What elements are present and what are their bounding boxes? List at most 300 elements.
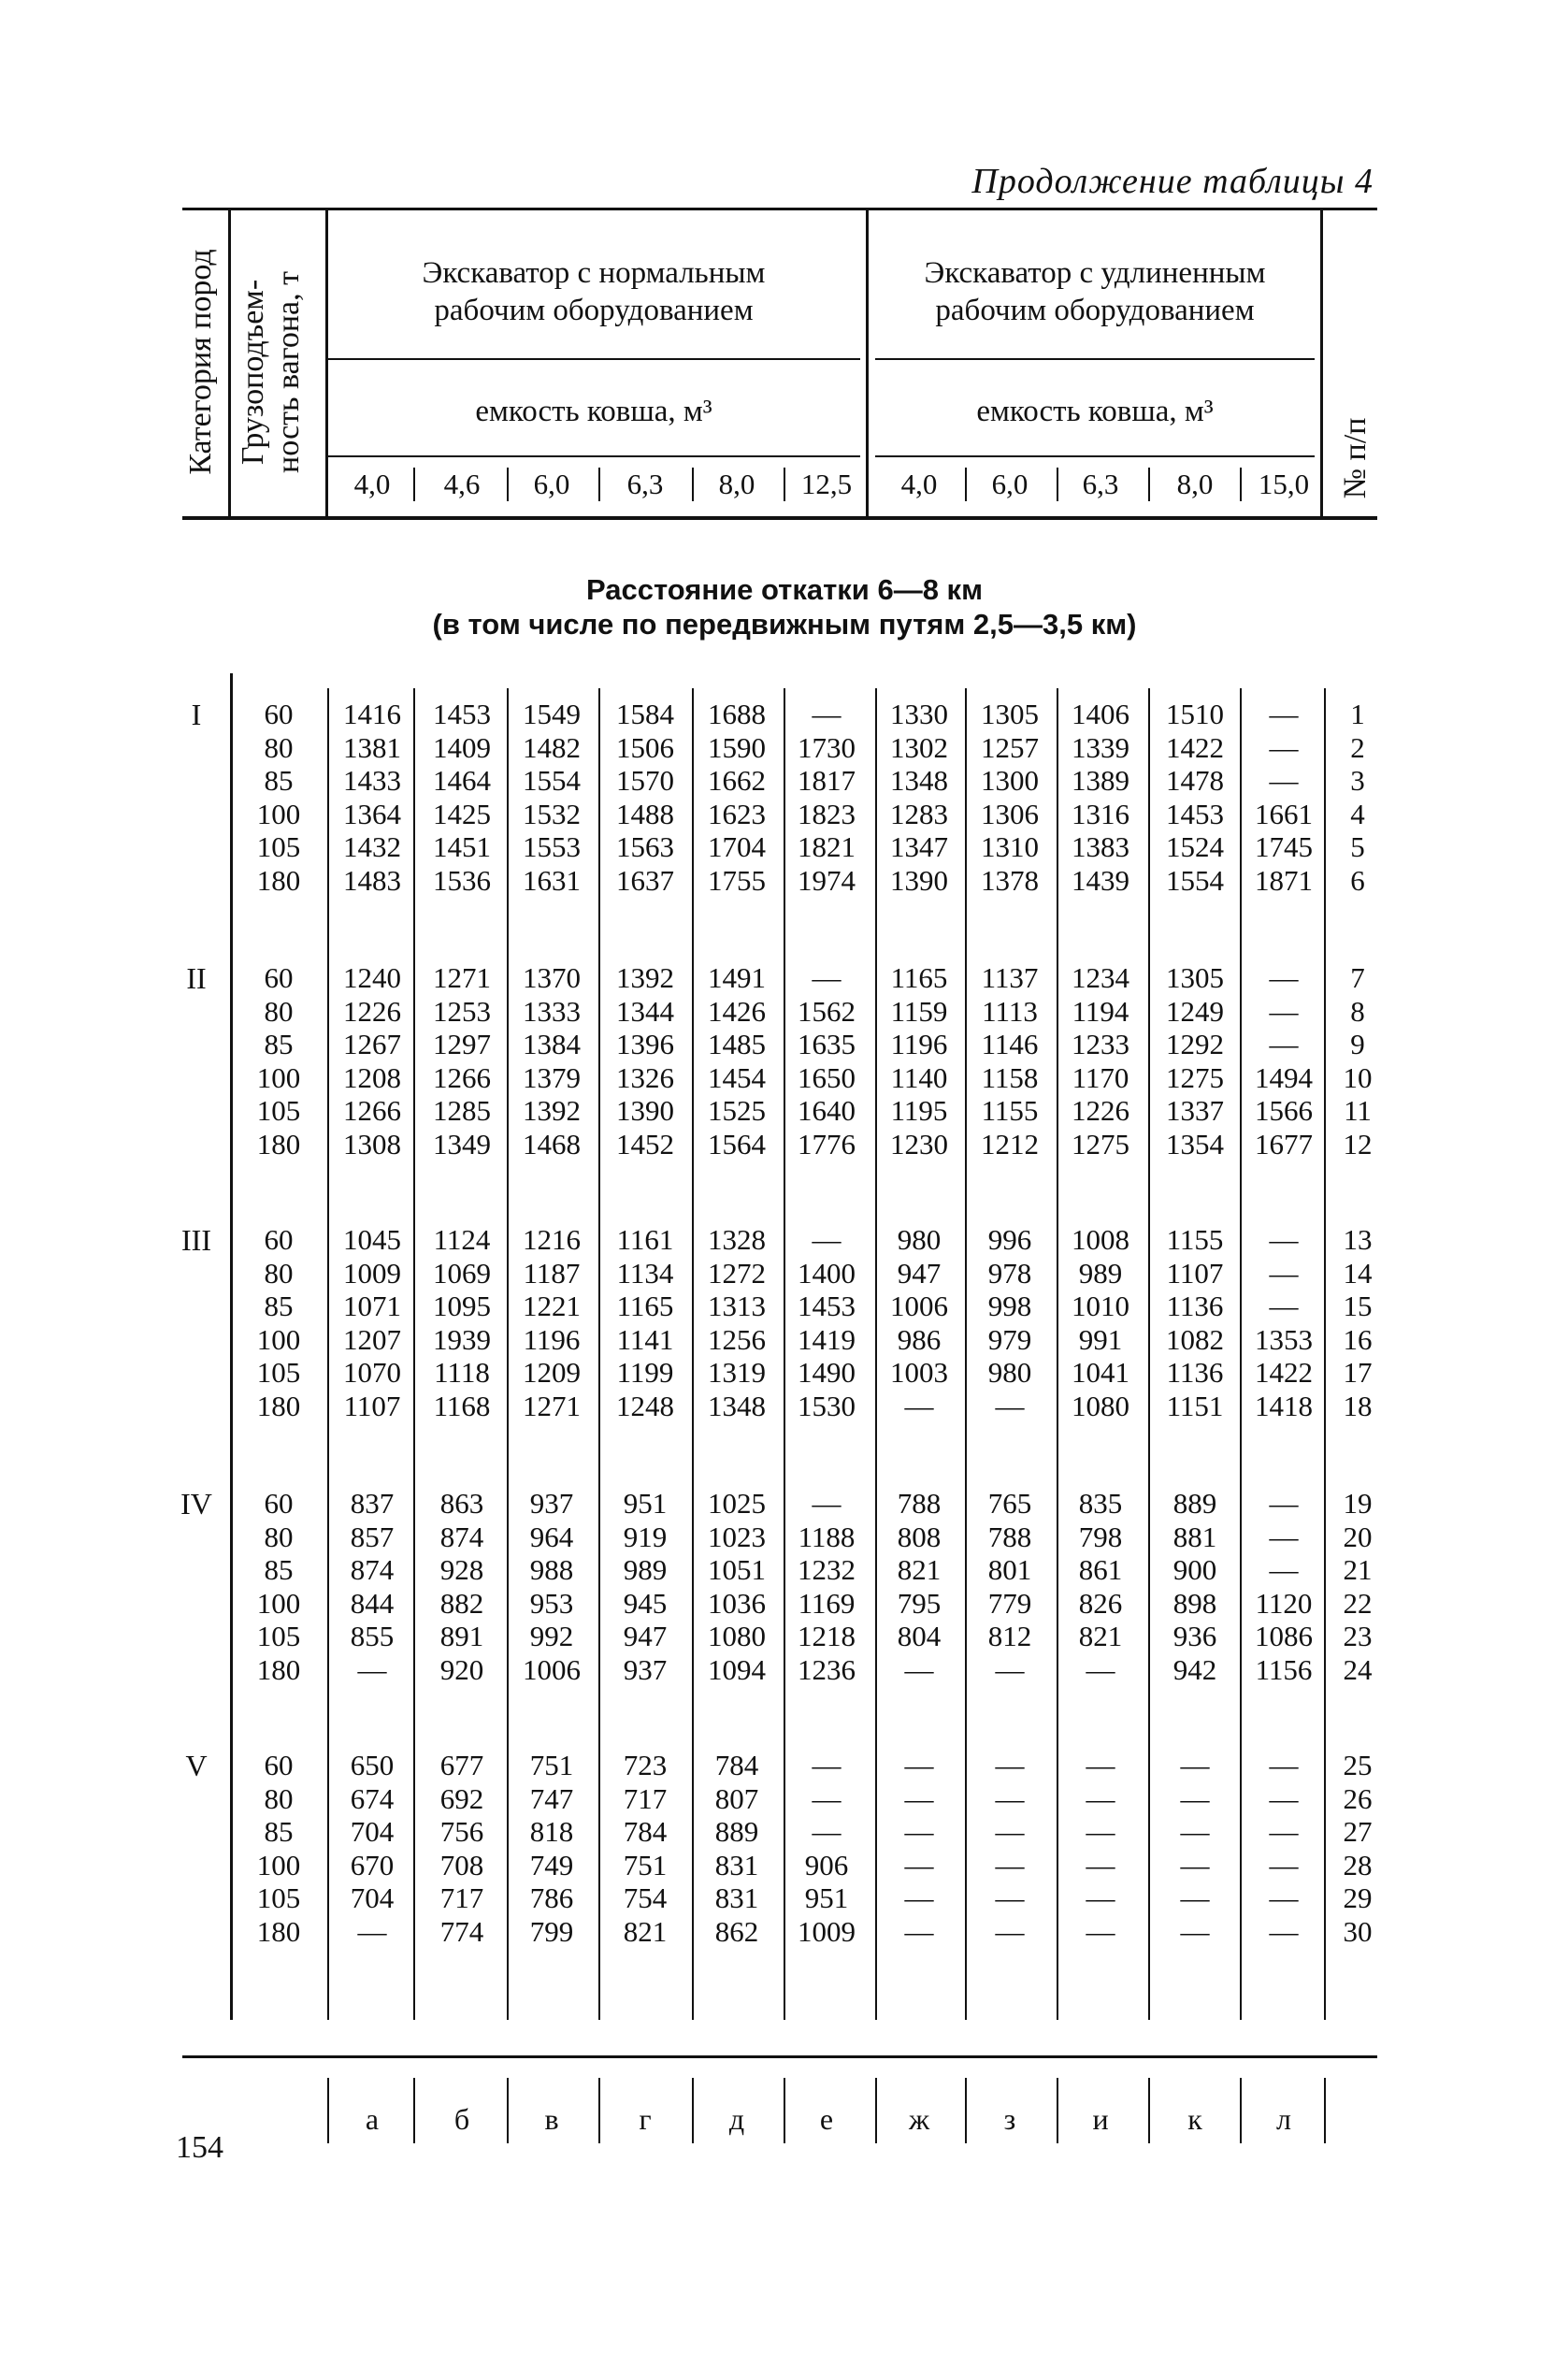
value-cell: 1483 <box>343 863 401 897</box>
value-cell: 1453 <box>433 698 491 730</box>
value-cell: 947 <box>897 1256 942 1290</box>
bucket-size-normal-0: 4,0 <box>353 468 391 500</box>
value-cell: 1640 <box>798 1094 856 1127</box>
value-cell: — <box>995 1652 1025 1686</box>
value-cell: 692 <box>439 1781 484 1815</box>
value-cell: 1554 <box>523 764 581 797</box>
value-cell: 1302 <box>890 730 948 764</box>
header-top-rule <box>182 208 1377 210</box>
value-cell: 670 <box>350 1848 395 1881</box>
row-number-cell: 24 <box>1343 1652 1373 1686</box>
bucket-separator <box>965 468 967 501</box>
value-cell: 1426 <box>708 994 766 1028</box>
value-cell: 978 <box>987 1256 1032 1290</box>
value-cell: 1003 <box>890 1356 948 1389</box>
value-cell: — <box>995 1781 1025 1815</box>
value-cell: 1196 <box>523 1322 581 1356</box>
row-number-cell: 5 <box>1350 830 1365 863</box>
value-cell: 801 <box>987 1553 1032 1586</box>
value-cell: — <box>1269 730 1299 764</box>
column-letter: б <box>453 2102 470 2136</box>
value-cell: — <box>812 1487 842 1520</box>
value-cell: 953 <box>529 1586 574 1620</box>
row-number-cell: 26 <box>1343 1781 1373 1815</box>
value-cell: 1330 <box>890 698 948 730</box>
row-number-cell: 15 <box>1343 1290 1373 1322</box>
row-number-cell: 6 <box>1350 863 1365 897</box>
value-cell: 1023 <box>708 1520 766 1553</box>
value-cell: 1232 <box>798 1553 856 1586</box>
value-cell: 674 <box>350 1781 395 1815</box>
value-cell: 1283 <box>890 797 948 830</box>
capacity-cell: 85 <box>264 1290 294 1322</box>
value-cell: 889 <box>1172 1487 1217 1520</box>
value-cell: 1510 <box>1166 698 1224 730</box>
value-cell: 788 <box>987 1520 1032 1553</box>
footer-rule <box>1148 2078 1150 2143</box>
value-cell: 1464 <box>433 764 491 797</box>
value-cell: 1230 <box>890 1127 948 1160</box>
value-cell: — <box>904 1881 934 1914</box>
value-cell: 1006 <box>523 1652 581 1686</box>
value-cell: 928 <box>439 1553 484 1586</box>
value-cell: — <box>357 1652 387 1686</box>
value-cell: 989 <box>623 1553 668 1586</box>
row-number-cell: 9 <box>1350 1028 1365 1060</box>
value-cell: — <box>1180 1914 1210 1948</box>
value-cell: 708 <box>439 1848 484 1881</box>
value-cell: 1821 <box>798 830 856 863</box>
value-cell: — <box>1086 1781 1115 1815</box>
value-cell: 991 <box>1078 1322 1123 1356</box>
value-cell: — <box>357 1914 387 1948</box>
value-cell: — <box>1086 1652 1115 1686</box>
value-cell: 874 <box>350 1553 395 1586</box>
value-cell: 1379 <box>523 1060 581 1094</box>
extended-bucket-label: емкость ковша, м³ <box>976 395 1214 428</box>
row-number-cell: 4 <box>1350 797 1365 830</box>
footer-rule <box>598 2078 600 2143</box>
footer-rule <box>507 2078 509 2143</box>
value-cell: — <box>1086 1749 1115 1781</box>
value-cell: — <box>812 1815 842 1848</box>
value-cell: 1494 <box>1255 1060 1313 1094</box>
value-cell: 986 <box>897 1322 942 1356</box>
row-number-cell: 25 <box>1343 1749 1373 1781</box>
value-cell: 906 <box>804 1848 849 1881</box>
value-cell: 1347 <box>890 830 948 863</box>
value-cell: 1823 <box>798 797 856 830</box>
value-cell: 821 <box>623 1914 668 1948</box>
value-cell: 837 <box>350 1487 395 1520</box>
value-cell: 1136 <box>1166 1356 1224 1389</box>
value-cell: — <box>904 1848 934 1881</box>
value-cell: 1383 <box>1072 830 1129 863</box>
value-cell: — <box>812 1749 842 1781</box>
row-number-cell: 13 <box>1343 1223 1373 1256</box>
value-cell: 1478 <box>1166 764 1224 797</box>
value-cell: 1275 <box>1072 1127 1129 1160</box>
value-cell: — <box>1269 1553 1299 1586</box>
value-cell: 1482 <box>523 730 581 764</box>
capacity-cell: 100 <box>256 797 301 830</box>
value-cell: 1400 <box>798 1256 856 1290</box>
value-cell: — <box>1180 1848 1210 1881</box>
value-cell: 1292 <box>1166 1028 1224 1060</box>
value-cell: — <box>995 1389 1025 1422</box>
value-cell: 1285 <box>433 1094 491 1127</box>
value-cell: 1155 <box>1166 1223 1224 1256</box>
value-cell: 1236 <box>798 1652 856 1686</box>
capacity-cell: 60 <box>264 1487 294 1520</box>
value-cell: 1650 <box>798 1060 856 1094</box>
value-cell: 1140 <box>890 1060 948 1094</box>
value-cell: 936 <box>1172 1620 1217 1652</box>
value-cell: 1094 <box>708 1652 766 1686</box>
value-cell: 1267 <box>343 1028 401 1060</box>
value-cell: 1240 <box>343 961 401 994</box>
value-cell: 919 <box>623 1520 668 1553</box>
value-cell: — <box>1269 1223 1299 1256</box>
row-number-cell: 8 <box>1350 994 1365 1028</box>
value-cell: 951 <box>623 1487 668 1520</box>
capacity-cell: 180 <box>256 1389 301 1422</box>
value-cell: — <box>1269 961 1299 994</box>
value-cell: 889 <box>714 1815 759 1848</box>
value-cell: 1257 <box>981 730 1039 764</box>
value-cell: 677 <box>439 1749 484 1781</box>
value-cell: 1432 <box>343 830 401 863</box>
value-cell: 1454 <box>708 1060 766 1094</box>
value-cell: 1530 <box>798 1389 856 1422</box>
row-number-cell: 14 <box>1343 1256 1373 1290</box>
column-letter: ж <box>908 2102 930 2136</box>
value-cell: 1124 <box>433 1223 491 1256</box>
value-cell: 992 <box>529 1620 574 1652</box>
capacity-cell: 85 <box>264 1028 294 1060</box>
row-number-cell: 11 <box>1344 1094 1372 1127</box>
value-cell: 1151 <box>1166 1389 1224 1422</box>
value-cell: 1009 <box>343 1256 401 1290</box>
bucket-size-extended-10: 15,0 <box>1258 468 1310 500</box>
value-cell: 945 <box>623 1586 668 1620</box>
capacity-cell: 85 <box>264 1815 294 1848</box>
value-cell: 1196 <box>890 1028 948 1060</box>
value-cell: 989 <box>1078 1256 1123 1290</box>
value-cell: 1348 <box>890 764 948 797</box>
value-cell: 1688 <box>708 698 766 730</box>
value-cell: 1328 <box>708 1223 766 1256</box>
value-cell: 1136 <box>1166 1290 1224 1322</box>
row-number-cell: 12 <box>1343 1127 1373 1160</box>
capacity-cell: 60 <box>264 961 294 994</box>
bucket-size-extended-6: 4,0 <box>900 468 938 500</box>
bucket-separator <box>1148 468 1150 501</box>
capacity-cell: 100 <box>256 1322 301 1356</box>
bucket-size-extended-9: 8,0 <box>1176 468 1214 500</box>
bucket-separator <box>598 468 600 501</box>
value-cell: — <box>1269 1290 1299 1322</box>
row-number-cell: 2 <box>1350 730 1365 764</box>
value-cell: 1661 <box>1255 797 1313 830</box>
value-cell: 1364 <box>343 797 401 830</box>
value-cell: — <box>1180 1815 1210 1848</box>
value-cell: 1107 <box>1166 1256 1224 1290</box>
extended-subrule <box>875 358 1315 360</box>
value-cell: 1485 <box>708 1028 766 1060</box>
capacity-cell: 105 <box>256 830 301 863</box>
value-cell: 1506 <box>616 730 674 764</box>
value-cell: — <box>995 1914 1025 1948</box>
value-cell: 1036 <box>708 1586 766 1620</box>
value-cell: 1974 <box>798 863 856 897</box>
value-cell: — <box>1269 1028 1299 1060</box>
value-cell: 874 <box>439 1520 484 1553</box>
value-cell: 1326 <box>616 1060 674 1094</box>
bucket-separator <box>784 468 785 501</box>
normal-bucket-rule <box>327 455 860 457</box>
value-cell: 779 <box>987 1586 1032 1620</box>
capacity-cell: 60 <box>264 1223 294 1256</box>
value-cell: 1226 <box>343 994 401 1028</box>
value-cell: 1218 <box>798 1620 856 1652</box>
value-cell: 831 <box>714 1848 759 1881</box>
value-cell: 1389 <box>1072 764 1129 797</box>
value-cell: 1187 <box>523 1256 581 1290</box>
value-cell: 788 <box>897 1487 942 1520</box>
column-letter: а <box>365 2102 380 2136</box>
value-cell: 1212 <box>981 1127 1039 1160</box>
value-cell: 1170 <box>1072 1060 1129 1094</box>
value-cell: 1025 <box>708 1487 766 1520</box>
value-cell: 844 <box>350 1586 395 1620</box>
value-cell: 1158 <box>981 1060 1039 1094</box>
value-cell: 1525 <box>708 1094 766 1127</box>
value-cell: 1249 <box>1166 994 1224 1028</box>
value-cell: 1637 <box>616 863 674 897</box>
value-cell: 1041 <box>1072 1356 1129 1389</box>
value-cell: 1354 <box>1166 1127 1224 1160</box>
value-cell: 1562 <box>798 994 856 1028</box>
value-cell: — <box>1269 1781 1299 1815</box>
value-cell: 1248 <box>616 1389 674 1422</box>
value-cell: 751 <box>529 1749 574 1781</box>
value-cell: — <box>904 1815 934 1848</box>
value-cell: 799 <box>529 1914 574 1948</box>
capacity-cell: 180 <box>256 1652 301 1686</box>
value-cell: 1168 <box>433 1389 491 1422</box>
value-cell: 1082 <box>1166 1322 1224 1356</box>
bucket-size-normal-2: 6,0 <box>533 468 570 500</box>
value-cell: — <box>1269 1487 1299 1520</box>
value-cell: 857 <box>350 1520 395 1553</box>
value-cell: 861 <box>1078 1553 1123 1586</box>
value-cell: 1349 <box>433 1127 491 1160</box>
footer-rule <box>965 2078 967 2143</box>
column-rule <box>1148 688 1150 2020</box>
value-cell: 1378 <box>981 863 1039 897</box>
normal-subrule <box>327 358 860 360</box>
value-cell: 1275 <box>1166 1060 1224 1094</box>
row-number-cell: 17 <box>1343 1356 1373 1389</box>
table-bottom-rule <box>182 2055 1377 2058</box>
value-cell: — <box>1269 1914 1299 1948</box>
row-number-cell: 1 <box>1350 698 1365 730</box>
column-letter: г <box>639 2102 652 2136</box>
value-cell: 1313 <box>708 1290 766 1322</box>
column-letter: в <box>544 2102 559 2136</box>
page-number: 154 <box>176 2130 223 2165</box>
value-cell: 1120 <box>1255 1586 1313 1620</box>
value-cell: 1418 <box>1255 1389 1313 1422</box>
category-label: IV <box>180 1487 212 1521</box>
column-rule <box>230 673 233 2020</box>
value-cell: 1155 <box>981 1094 1039 1127</box>
value-cell: 1316 <box>1072 797 1129 830</box>
continuation-caption: Продолжение таблицы 4 <box>971 162 1374 201</box>
capacity-cell: 100 <box>256 1586 301 1620</box>
value-cell: 1208 <box>343 1060 401 1094</box>
row-number-cell: 30 <box>1343 1914 1373 1948</box>
value-cell: 1266 <box>433 1060 491 1094</box>
value-cell: — <box>1269 698 1299 730</box>
value-cell: 1590 <box>708 730 766 764</box>
value-cell: 951 <box>804 1881 849 1914</box>
capacity-cell: 180 <box>256 863 301 897</box>
capacity-cell: 80 <box>264 994 294 1028</box>
value-cell: — <box>1269 1256 1299 1290</box>
value-cell: 1392 <box>523 1094 581 1127</box>
value-cell: 1704 <box>708 830 766 863</box>
value-cell: 1370 <box>523 961 581 994</box>
value-cell: 1266 <box>343 1094 401 1127</box>
footer-rule <box>784 2078 785 2143</box>
value-cell: 1631 <box>523 863 581 897</box>
footer-rule <box>327 2078 329 2143</box>
value-cell: 1308 <box>343 1127 401 1160</box>
value-cell: 1536 <box>433 863 491 897</box>
value-cell: 1623 <box>708 797 766 830</box>
value-cell: — <box>1269 764 1299 797</box>
value-cell: 1384 <box>523 1028 581 1060</box>
value-cell: — <box>1086 1848 1115 1881</box>
value-cell: 964 <box>529 1520 574 1553</box>
value-cell: 937 <box>529 1487 574 1520</box>
value-cell: 937 <box>623 1652 668 1686</box>
value-cell: 1194 <box>1072 994 1129 1028</box>
value-cell: 1095 <box>433 1290 491 1322</box>
value-cell: 704 <box>350 1881 395 1914</box>
value-cell: 862 <box>714 1914 759 1948</box>
capacity-cell: 80 <box>264 1781 294 1815</box>
value-cell: — <box>812 698 842 730</box>
value-cell: 988 <box>529 1553 574 1586</box>
column-letter: е <box>819 2102 834 2136</box>
normal-excavator-title: Экскаватор с нормальным рабочим оборудованием <box>422 256 766 327</box>
value-cell: 1165 <box>890 961 948 994</box>
value-cell: 821 <box>1078 1620 1123 1652</box>
category-label: I <box>191 698 202 731</box>
value-cell: 1755 <box>708 863 766 897</box>
value-cell: 786 <box>529 1881 574 1914</box>
value-cell: 1635 <box>798 1028 856 1060</box>
value-cell: 774 <box>439 1914 484 1948</box>
value-cell: 1319 <box>708 1356 766 1389</box>
value-cell: 1553 <box>523 830 581 863</box>
value-cell: 1310 <box>981 830 1039 863</box>
row-number-cell: 29 <box>1343 1881 1373 1914</box>
value-cell: 818 <box>529 1815 574 1848</box>
value-cell: — <box>812 1781 842 1815</box>
value-cell: 749 <box>529 1848 574 1881</box>
header-bottom-rule <box>182 516 1377 520</box>
value-cell: 1422 <box>1166 730 1224 764</box>
value-cell: 1297 <box>433 1028 491 1060</box>
capacity-cell: 80 <box>264 1256 294 1290</box>
column-letter: з <box>1003 2102 1016 2136</box>
header-vrule-1 <box>228 208 231 516</box>
value-cell: 1051 <box>708 1553 766 1586</box>
value-cell: — <box>1269 1749 1299 1781</box>
value-cell: 826 <box>1078 1586 1123 1620</box>
value-cell: 1563 <box>616 830 674 863</box>
value-cell: 1381 <box>343 730 401 764</box>
value-cell: — <box>1180 1781 1210 1815</box>
value-cell: 1253 <box>433 994 491 1028</box>
column-letter: и <box>1092 2102 1109 2136</box>
value-cell: 1433 <box>343 764 401 797</box>
value-cell: 798 <box>1078 1520 1123 1553</box>
bucket-size-normal-3: 6,3 <box>626 468 664 500</box>
value-cell: 1416 <box>343 698 401 730</box>
footer-rule <box>1057 2078 1058 2143</box>
value-cell: 1939 <box>433 1322 491 1356</box>
value-cell: 998 <box>987 1290 1032 1322</box>
value-cell: 1339 <box>1072 730 1129 764</box>
capacity-cell: 105 <box>256 1356 301 1389</box>
value-cell: 754 <box>623 1881 668 1914</box>
row-number-cell: 19 <box>1343 1487 1373 1520</box>
value-cell: 1107 <box>343 1389 401 1422</box>
value-cell: 1390 <box>890 863 948 897</box>
value-cell: 1300 <box>981 764 1039 797</box>
extended-excavator-title: Экскаватор с удлиненным рабочим оборудованием <box>924 256 1266 327</box>
value-cell: 898 <box>1172 1586 1217 1620</box>
value-cell: 751 <box>623 1848 668 1881</box>
bucket-size-normal-4: 8,0 <box>718 468 755 500</box>
value-cell: 1677 <box>1255 1127 1313 1160</box>
value-cell: 784 <box>714 1749 759 1781</box>
bucket-separator <box>413 468 415 501</box>
value-cell: — <box>995 1749 1025 1781</box>
value-cell: 1396 <box>616 1028 674 1060</box>
value-cell: 1439 <box>1072 863 1129 897</box>
value-cell: 1165 <box>616 1290 674 1322</box>
column-letter: д <box>728 2102 745 2136</box>
value-cell: 1216 <box>523 1223 581 1256</box>
value-cell: — <box>904 1914 934 1948</box>
row-number-header: № п/п <box>1338 417 1373 499</box>
value-cell: — <box>1086 1815 1115 1848</box>
value-cell: 717 <box>439 1881 484 1914</box>
value-cell: 1662 <box>708 764 766 797</box>
value-cell: 1134 <box>616 1256 674 1290</box>
value-cell: 996 <box>987 1223 1032 1256</box>
value-cell: 1344 <box>616 994 674 1028</box>
value-cell: 1871 <box>1255 863 1313 897</box>
value-cell: 1392 <box>616 961 674 994</box>
value-cell: — <box>995 1881 1025 1914</box>
